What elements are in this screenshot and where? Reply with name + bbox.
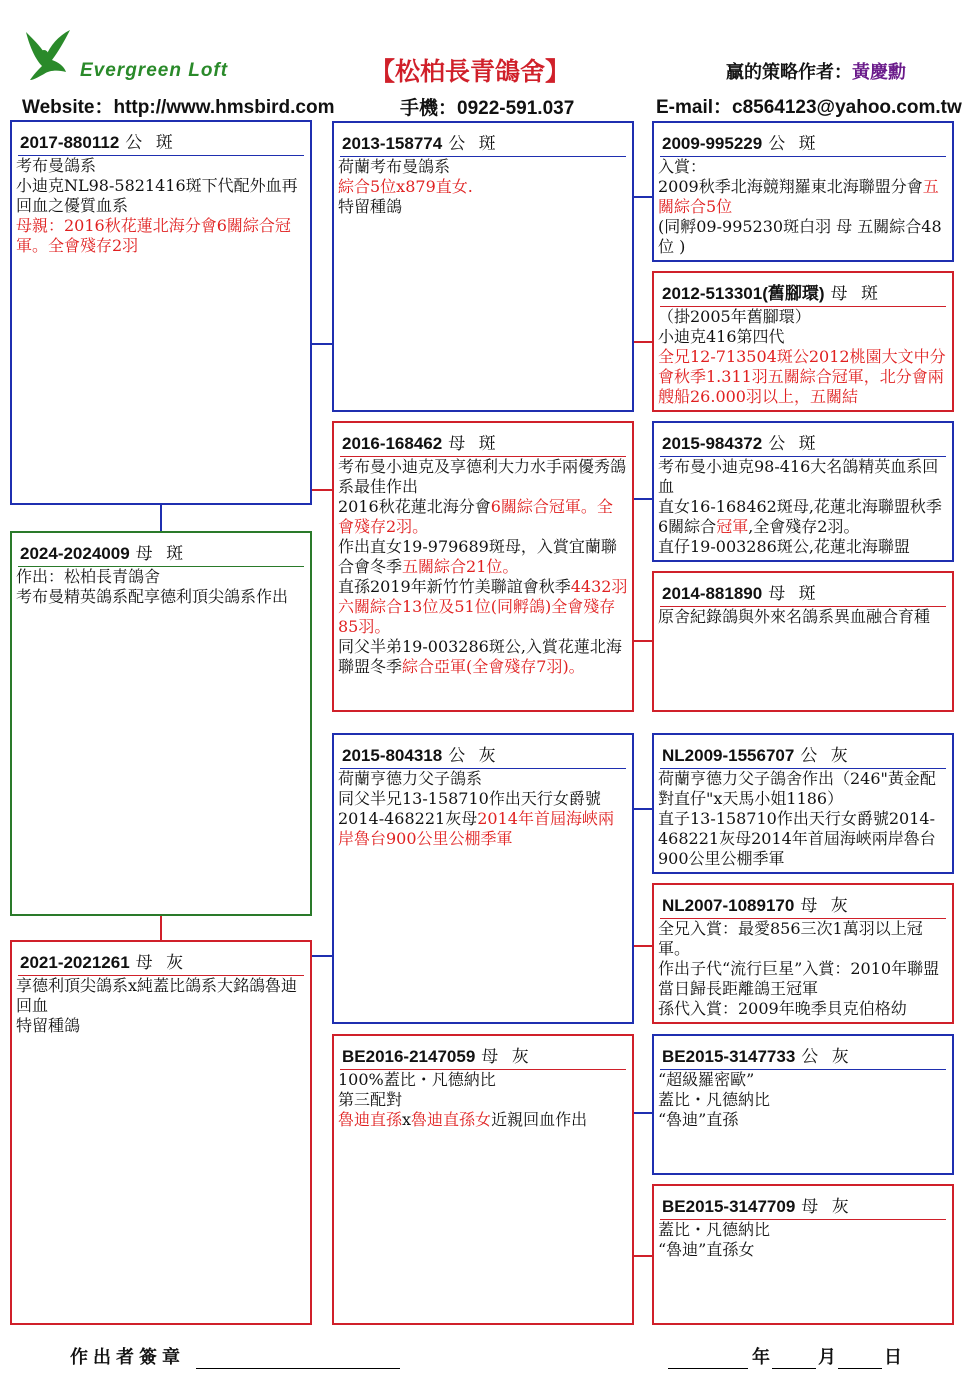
card-header: [660, 429, 946, 457]
card-body: [654, 307, 952, 407]
sex-color: [800, 896, 851, 916]
line-text: 作出：松柏長青鴿舍: [16, 567, 161, 586]
card-body: [12, 976, 310, 1036]
card-line: [658, 537, 948, 557]
day-label: 日: [884, 1347, 902, 1368]
card-header: [340, 129, 626, 157]
subject-card: [10, 531, 312, 916]
card-line: [16, 156, 306, 176]
sex: 母: [830, 284, 852, 304]
dam-dam-card: [332, 1034, 634, 1325]
card-body: [334, 769, 632, 849]
connector-gp2: [632, 341, 654, 343]
sex-color: [768, 434, 819, 454]
ring-number: 2009-995229: [662, 134, 763, 153]
card-line: [16, 1016, 306, 1036]
card-line: [658, 497, 948, 537]
card-line: [338, 497, 628, 537]
feather-color: 斑: [478, 134, 500, 154]
sex-color: [448, 746, 499, 766]
sex-color: [448, 434, 499, 454]
sex-color: [801, 1047, 852, 1067]
card-line: [16, 216, 306, 256]
card-line: [16, 587, 306, 607]
line-text: 直子13-158710作出天行女爵號2014-468221灰母2014年首屆海峽兩岸魯台900公里公棚季軍: [658, 809, 936, 868]
line-text: 2009秋季北海競翔羅東北海聯盟分會: [658, 177, 923, 196]
connector-gp8: [632, 1255, 654, 1257]
highlight-text: 魯迪直孫: [338, 1110, 403, 1129]
card-header: [340, 429, 626, 457]
feather-color: 斑: [798, 584, 820, 604]
card-line: [658, 347, 948, 407]
card-body: [654, 1070, 952, 1130]
feather-color: 灰: [830, 896, 852, 916]
card-line: [338, 1090, 628, 1110]
card-header: [18, 539, 304, 567]
line-text: 荷蘭亨德力父子鴿系: [338, 769, 483, 788]
card-body: [654, 769, 952, 869]
card-line: [658, 999, 948, 1019]
highlight-text: 6關綜合冠軍。全會殘存2羽。: [338, 497, 613, 536]
card-header: [660, 741, 946, 769]
card-body: [654, 607, 952, 627]
card-line: [658, 919, 948, 959]
phone: 手機：0922-591.037: [400, 98, 575, 119]
line-text: “超級羅密歐”: [658, 1070, 755, 1089]
line-text: 考布曼小迪克及享德利大力水手兩優秀鴿系最佳作出: [338, 457, 627, 496]
line-text: （掛2005年舊腳環）: [658, 307, 811, 326]
line-text: 同父半兄13-158710作出天行女爵號2014-468221灰母: [338, 789, 601, 828]
card-line: [16, 976, 306, 1016]
feather-color: 灰: [478, 746, 500, 766]
card-line: [338, 789, 628, 849]
ring-number: NL2007-1089170: [662, 896, 795, 915]
line-text: 蓋比・凡德納比: [658, 1090, 771, 1109]
card-line: [338, 197, 628, 217]
connector-gp5: [632, 808, 654, 810]
page-title: 【松柏長青鴿舍】: [370, 57, 571, 86]
highlight-text: 冠軍: [716, 517, 749, 536]
sex-color: [768, 584, 819, 604]
ring-number: 2017-880112: [20, 133, 120, 152]
sex-color: [448, 134, 499, 154]
line-text: 小迪克NL98-5821416斑下代配外血再回血之優質血系: [16, 176, 298, 215]
sex: 母: [135, 953, 157, 973]
month-blank[interactable]: [772, 1368, 816, 1369]
card-line: [338, 457, 628, 497]
ring-number: BE2015-3147733: [662, 1047, 796, 1066]
card-line: [658, 1090, 948, 1110]
card-header: [340, 741, 626, 769]
line-text: 2016秋花蓮北海分會: [338, 497, 491, 516]
card-line: [658, 1070, 948, 1090]
gp8-card: [652, 1184, 954, 1325]
signature-label: 作出者簽章: [70, 1347, 185, 1368]
card-line: [338, 1110, 628, 1130]
sex: 母: [135, 544, 157, 564]
ring-number: BE2016-2147059: [342, 1047, 476, 1066]
card-line: [338, 577, 628, 637]
card-body: [12, 567, 310, 607]
line-text: ,全會殘存2羽。: [748, 517, 860, 536]
line-text: 考布曼小迪克98-416大名鴿精英血系回血: [658, 457, 939, 496]
card-body: [654, 457, 952, 557]
line-text: 荷蘭考布曼鴿系: [338, 157, 451, 176]
sex-color: [800, 746, 851, 766]
card-header: [18, 128, 304, 156]
card-line: [658, 217, 948, 257]
feather-color: 斑: [860, 284, 882, 304]
line-text: 小迪克416第四代: [658, 327, 785, 346]
connector-gp7: [632, 1112, 654, 1114]
card-line: [658, 959, 948, 999]
gp2-card: [652, 271, 954, 412]
feather-color: 斑: [155, 133, 177, 153]
feather-color: 灰: [830, 746, 852, 766]
author-name: 黃慶勳: [852, 62, 906, 83]
sex: 母: [801, 1197, 823, 1217]
connector-dam-split: [312, 955, 334, 957]
line-text: 原舍紀錄鴿與外來名鴿系異血融合育種: [658, 607, 931, 626]
ring-number: 2012-513301(舊腳環): [662, 284, 825, 303]
ring-number: 2015-984372: [662, 434, 763, 453]
sex: 母: [800, 896, 822, 916]
card-header: [660, 129, 946, 157]
card-line: [658, 177, 948, 217]
card-line: [658, 307, 948, 327]
card-line: [658, 457, 948, 497]
line-text: “魯迪”直孫: [658, 1110, 739, 1129]
line-text: “魯迪”直孫女: [658, 1240, 755, 1259]
sex: 公: [125, 133, 147, 153]
card-body: [334, 1070, 632, 1130]
card-line: [338, 1070, 628, 1090]
card-body: [654, 1220, 952, 1260]
card-line: [658, 607, 948, 627]
card-line: [658, 1110, 948, 1130]
sex-color: [481, 1047, 532, 1067]
sex: 母: [481, 1047, 503, 1067]
card-line: [16, 176, 306, 216]
feather-color: 斑: [478, 434, 500, 454]
line-text: 直女16-168462斑母,花蓮北海聯盟秋季6關綜合: [658, 497, 942, 536]
gp3-card: [652, 421, 954, 562]
sex: 公: [801, 1047, 823, 1067]
highlight-text: 2014年首屆海峽兩岸魯台900公里公棚季軍: [338, 809, 614, 848]
card-body: [654, 919, 952, 1019]
connector-sire-dam-split: [312, 489, 334, 491]
ring-number: BE2015-3147709: [662, 1197, 796, 1216]
ring-number: 2016-168462: [342, 434, 443, 453]
card-header: [340, 1042, 626, 1070]
sex: 公: [448, 134, 470, 154]
sex-color: [831, 284, 882, 304]
line-text: 第三配對: [338, 1090, 403, 1109]
line-text: 特留種鴿: [16, 1016, 81, 1035]
highlight-text: 五關綜合21位。: [402, 557, 519, 576]
gp7-card: [652, 1034, 954, 1175]
line-text: 作出子代“流行巨星”入賞：2010年聯盟當日歸長距離鴿王冠軍: [658, 959, 940, 998]
card-line: [338, 769, 628, 789]
connector-subject-dam: [160, 914, 162, 942]
card-line: [658, 157, 948, 177]
card-line: [338, 157, 628, 177]
sex: 母: [448, 434, 470, 454]
ring-number: 2013-158774: [342, 134, 443, 153]
line-text: 全兄入賞：最愛856三次1萬羽以上冠軍。: [658, 919, 923, 958]
sex: 母: [768, 584, 790, 604]
sex-color: [136, 953, 187, 973]
card-line: [658, 1240, 948, 1260]
card-line: [338, 537, 628, 577]
year-blank[interactable]: [668, 1368, 748, 1369]
gp4-card: [652, 571, 954, 712]
sex: 公: [800, 746, 822, 766]
sex-color: [136, 544, 187, 564]
line-text: 入賞：: [658, 157, 707, 176]
line-text: 享德利頂尖鴿系x純蓋比鴿系大銘鴿魯迪回血: [16, 976, 298, 1015]
ring-number: 2021-2021261: [20, 953, 130, 972]
highlight-text: 全兄12-713504斑公2012桃園大文中分會秋季1.311羽五關綜合冠軍，北分會兩艘船26.000羽以上，五關結: [658, 347, 946, 406]
line-text: 作出直女19-979689斑母，入賞宜蘭聯合會冬季: [338, 537, 617, 576]
card-body: [654, 157, 952, 257]
ring-number: 2024-2024009: [20, 544, 130, 563]
logo-bird-icon: [22, 26, 74, 82]
card-line: [658, 809, 948, 869]
sex-color: [768, 134, 819, 154]
gp5-card: [652, 733, 954, 874]
card-line: [338, 637, 628, 677]
highlight-text: 綜合亞軍(全會殘存7羽)。: [402, 657, 585, 676]
card-body: [334, 157, 632, 217]
line-text: 荷蘭亨德力父子鴿舍作出（246"黃金配對直仔"x天馬小姐1186）: [658, 769, 936, 808]
card-line: [338, 177, 628, 197]
feather-color: 灰: [831, 1197, 853, 1217]
card-header: [18, 948, 304, 976]
logo-text: Evergreen Loft: [80, 60, 229, 81]
line-text: 直孫2019年新竹竹美聯誼會秋季: [338, 577, 571, 596]
connector-sire-split: [312, 343, 334, 345]
email[interactable]: E-mail：c8564123@yahoo.com.tw: [656, 97, 962, 118]
highlight-text: 4432羽六關綜合13位及51位(同孵鴿)全會殘存85羽。: [338, 577, 628, 636]
sex: 公: [768, 434, 790, 454]
highlight-text: 綜合5位x879直女.: [338, 177, 473, 196]
connector-subject-sire: [160, 503, 162, 533]
sex-color: [801, 1197, 852, 1217]
card-line: [658, 769, 948, 809]
sex: 公: [448, 746, 470, 766]
highlight-text: 魯迪直孫女: [411, 1110, 492, 1129]
line-text: x: [402, 1110, 412, 1129]
line-text: 100%蓋比・凡德納比: [338, 1070, 496, 1089]
month-label: 月: [818, 1347, 836, 1368]
feather-color: 斑: [798, 434, 820, 454]
highlight-text: 五關綜合5位: [658, 177, 939, 216]
author-label: 贏的策略作者：: [726, 62, 852, 83]
gp6-card: [652, 883, 954, 1024]
ring-number: 2015-804318: [342, 746, 443, 765]
dam-sire-card: [332, 733, 634, 1024]
gp1-card: [652, 121, 954, 262]
card-line: [16, 567, 306, 587]
feather-color: 灰: [831, 1047, 853, 1067]
card-body: [334, 457, 632, 677]
card-line: [658, 327, 948, 347]
card-header: [660, 279, 946, 307]
feather-color: 灰: [511, 1047, 533, 1067]
connector-gp4: [632, 640, 654, 642]
connector-gp3: [632, 498, 654, 500]
line-text: (同孵09-995230斑白羽 母 五關綜合48位 ): [658, 217, 942, 256]
author-line: [726, 58, 906, 84]
line-text: 直仔19-003286斑公,花蓮北海聯盟: [658, 537, 910, 556]
card-line: [658, 1220, 948, 1240]
signature-line[interactable]: [196, 1368, 400, 1369]
card-header: [660, 579, 946, 607]
line-text: 蓋比・凡德納比: [658, 1220, 771, 1239]
website[interactable]: Website：http://www.hmsbird.com: [22, 97, 335, 118]
sex-color: [125, 133, 176, 153]
feather-color: 斑: [166, 544, 188, 564]
sire-card: [10, 120, 312, 505]
sex: 公: [768, 134, 790, 154]
line-text: 孫代入賞：2009年晚季貝克伯格幼: [658, 999, 907, 1018]
card-header: [660, 1192, 946, 1220]
line-text: 考布曼鴿系: [16, 156, 97, 175]
connector-gp6: [632, 945, 654, 947]
ring-number: NL2009-1556707: [662, 746, 795, 765]
card-header: [660, 1042, 946, 1070]
day-blank[interactable]: [838, 1368, 882, 1369]
feather-color: 灰: [166, 953, 188, 973]
ring-number: 2014-881890: [662, 584, 763, 603]
feather-color: 斑: [798, 134, 820, 154]
line-text: 特留種鴿: [338, 197, 403, 216]
sire-sire-card: [332, 121, 634, 412]
line-text: 同父半弟19-003286斑公,入賞花蓮北海聯盟冬季: [338, 637, 622, 676]
dam-card: [10, 940, 312, 1325]
card-body: [12, 156, 310, 256]
year-label: 年: [752, 1347, 770, 1368]
card-header: [660, 891, 946, 919]
sire-dam-card: [332, 421, 634, 712]
highlight-text: 母親：2016秋花蓮北海分會6關綜合冠軍。全會殘存2羽: [16, 216, 291, 255]
line-text: 考布曼精英鴿系配享德利頂尖鴿系作出: [16, 587, 289, 606]
connector-gp1: [632, 196, 654, 198]
line-text: 近親回血作出: [491, 1110, 588, 1129]
